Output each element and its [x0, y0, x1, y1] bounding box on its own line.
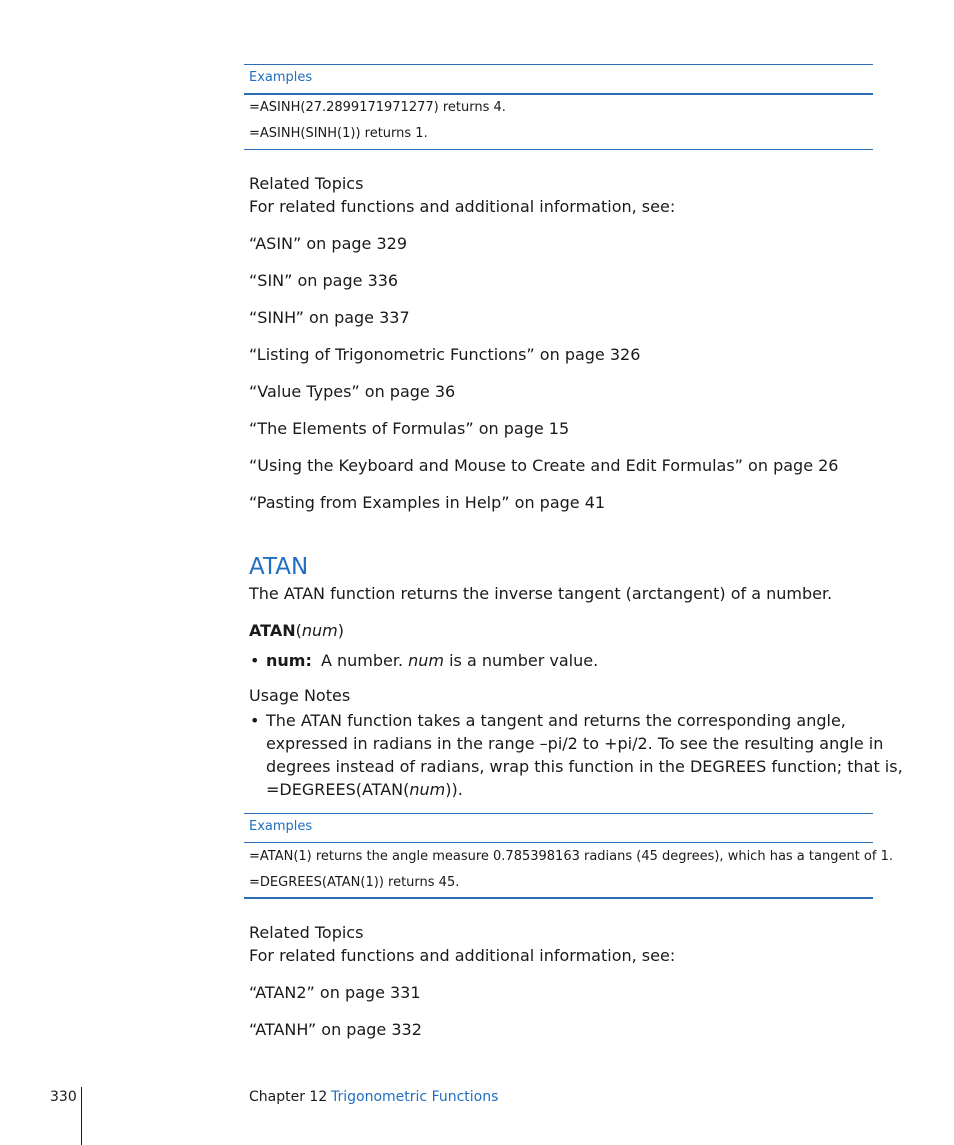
related-link[interactable]: “Value Types” on page 36 — [249, 382, 456, 401]
page-number: 330 — [50, 1089, 77, 1105]
argument-text-end: is a number value. — [449, 651, 599, 670]
atan-description: The ATAN function returns the inverse tangent (arctangent) of a number. — [249, 584, 833, 603]
atan-related-intro: For related functions and additional information, see: — [249, 946, 676, 965]
footer-divider — [81, 1087, 82, 1145]
syntax-function-name: ATAN — [249, 621, 296, 640]
usage-formula-end: )). — [445, 780, 463, 799]
syntax-argument: num — [301, 621, 338, 640]
related-link[interactable]: “ATANH” on page 332 — [249, 1020, 422, 1039]
usage-bullet: • — [250, 711, 260, 730]
usage-line-last — [266, 780, 463, 799]
syntax-open-paren: ( — [295, 621, 302, 640]
usage-notes-heading: Usage Notes — [249, 686, 351, 705]
argument-bullet: • — [250, 651, 260, 670]
related-link[interactable]: “Pasting from Examples in Help” on page 41 — [249, 493, 606, 512]
atan-examples-header-rule — [244, 842, 873, 843]
asinh-examples-header-rule — [244, 93, 873, 95]
asinh-example-line: =ASINH(SINH(1)) returns 1. — [249, 126, 428, 141]
argument-label: num: — [266, 651, 312, 670]
usage-line: degrees instead of radians, wrap this function in the DEGREES function; that is, — [266, 757, 903, 776]
usage-formula-arg: num — [409, 780, 446, 799]
argument-description — [266, 651, 598, 670]
usage-line: expressed in radians in the range –pi/2 to +pi/2. To see the resulting angle in — [266, 734, 884, 753]
argument-italic: num — [408, 651, 445, 670]
chapter-label: Chapter 12 — [249, 1089, 328, 1105]
related-link[interactable]: “SINH” on page 337 — [249, 308, 410, 327]
atan-examples-bottom-rule — [244, 897, 873, 899]
asinh-examples-label: Examples — [249, 70, 313, 85]
syntax-close-paren: ) — [337, 621, 344, 640]
atan-example-line: =DEGREES(ATAN(1)) returns 45. — [249, 875, 460, 890]
atan-examples-top-rule — [244, 813, 873, 814]
asinh-examples-bottom-rule — [244, 149, 873, 150]
related-link[interactable]: “SIN” on page 336 — [249, 271, 399, 290]
related-link[interactable]: “ASIN” on page 329 — [249, 234, 407, 253]
atan-examples-label: Examples — [249, 819, 313, 834]
asinh-related-heading: Related Topics — [249, 174, 364, 193]
asinh-related-intro: For related functions and additional information, see: — [249, 197, 676, 216]
usage-formula-start: =DEGREES(ATAN( — [266, 780, 410, 799]
section-title: ATAN — [249, 554, 309, 580]
asinh-example-line: =ASINH(27.2899171971277) returns 4. — [249, 100, 506, 115]
atan-syntax — [249, 621, 344, 640]
related-link[interactable]: “Listing of Trigonometric Functions” on page 326 — [249, 345, 641, 364]
atan-example-line: =ATAN(1) returns the angle measure 0.785398163 radians (45 degrees), which has a tangent of 1. — [249, 849, 893, 864]
argument-text: A number. — [320, 651, 404, 670]
related-link[interactable]: “ATAN2” on page 331 — [249, 983, 421, 1002]
related-link[interactable]: “Using the Keyboard and Mouse to Create and Edit Formulas” on page 26 — [249, 456, 839, 475]
related-link[interactable]: “The Elements of Formulas” on page 15 — [249, 419, 570, 438]
asinh-examples-top-rule — [244, 64, 873, 65]
chapter-title-link[interactable]: Trigonometric Functions — [331, 1089, 499, 1105]
atan-related-heading: Related Topics — [249, 923, 364, 942]
usage-line: The ATAN function takes a tangent and returns the corresponding angle, — [266, 711, 846, 730]
